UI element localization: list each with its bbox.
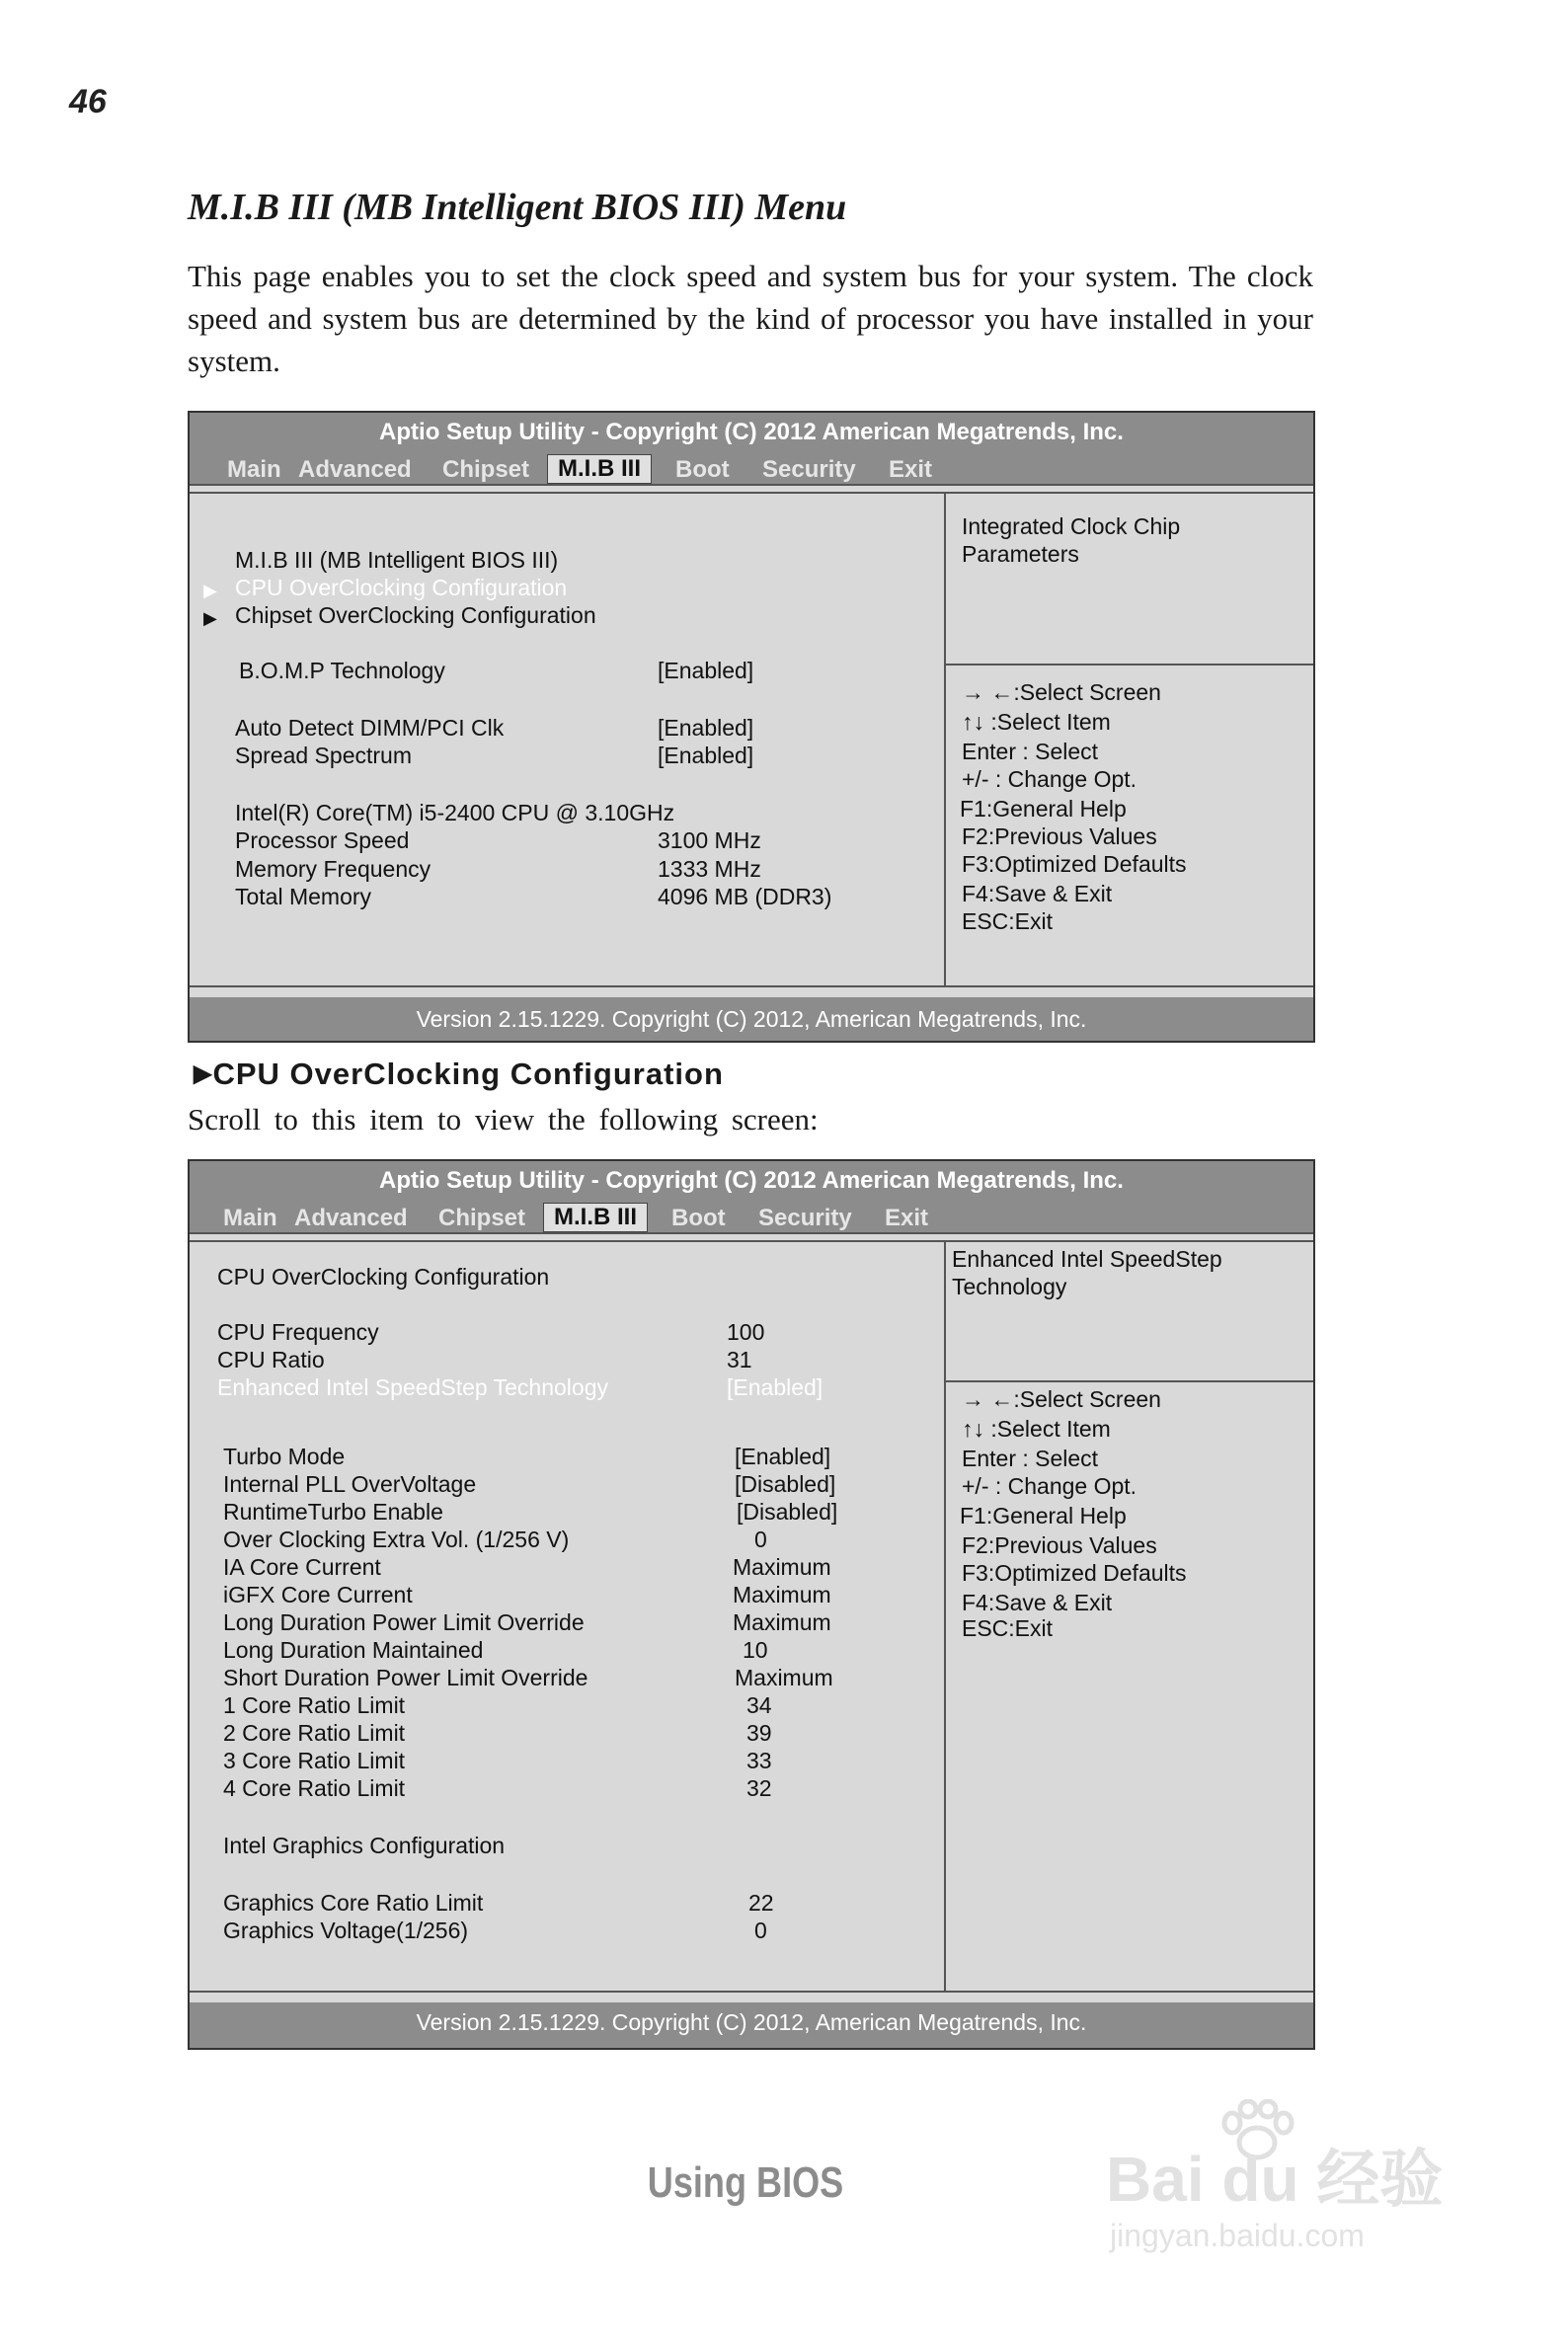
- key-hint: ↑↓ :Select Item: [962, 709, 1111, 735]
- key-hint: ↑↓ :Select Item: [962, 1416, 1111, 1442]
- submenu-arrow-icon: ▶: [203, 581, 217, 600]
- key-hint: → ←:Select Screen: [962, 1386, 1161, 1412]
- header-divider-2: [190, 492, 1313, 494]
- setting-value: 31: [727, 1347, 752, 1372]
- header-divider-2: [190, 1240, 1313, 1242]
- setting-label: Auto Detect DIMM/PCI Clk: [235, 715, 505, 741]
- info-label: Processor Speed: [235, 827, 410, 853]
- setting-label: RuntimeTurbo Enable: [223, 1499, 443, 1525]
- help-text: Integrated Clock Chip: [962, 513, 1181, 539]
- setting-label: Short Duration Power Limit Override: [223, 1665, 588, 1690]
- setting-label: Graphics Core Ratio Limit: [223, 1890, 484, 1916]
- bios-screen-cpu-overclocking: [188, 1159, 1315, 2050]
- key-hint: F1:General Help: [960, 1503, 1127, 1528]
- info-value: 1333 MHz: [658, 856, 761, 882]
- setting-value[interactable]: Maximum: [733, 1609, 831, 1635]
- setting-value[interactable]: [Enabled]: [658, 715, 754, 741]
- setting-value[interactable]: [Enabled]: [658, 743, 754, 768]
- key-hint: → ←:Select Screen: [962, 679, 1161, 705]
- help-text: Parameters: [962, 541, 1079, 567]
- tab-exit[interactable]: Exit: [885, 1205, 929, 1231]
- info-label: Total Memory: [235, 884, 372, 909]
- key-hint: F3:Optimized Defaults: [962, 851, 1187, 877]
- header-divider: [190, 1232, 1313, 1234]
- setting-label-selected[interactable]: Enhanced Intel SpeedStep Technology: [217, 1374, 608, 1400]
- setting-value[interactable]: 33: [746, 1748, 772, 1773]
- setting-value[interactable]: Maximum: [733, 1554, 831, 1580]
- tab-security[interactable]: Security: [758, 1205, 852, 1231]
- setting-label: Over Clocking Extra Vol. (1/256 V): [223, 1527, 570, 1552]
- setting-value[interactable]: 34: [746, 1692, 772, 1718]
- key-hint: +/- : Change Opt.: [962, 1473, 1137, 1499]
- menu-title: CPU OverClocking Configuration: [217, 1264, 550, 1290]
- tab-exit[interactable]: Exit: [889, 456, 933, 483]
- key-hint: F4:Save & Exit: [962, 881, 1113, 906]
- setting-label: 4 Core Ratio Limit: [223, 1775, 406, 1801]
- tab-main[interactable]: Main: [223, 1205, 277, 1231]
- tab-advanced[interactable]: Advanced: [294, 1205, 408, 1231]
- key-hint: F2:Previous Values: [962, 823, 1157, 849]
- watermark-url: jingyan.baidu.com: [1110, 2218, 1365, 2253]
- setting-label: B.O.M.P Technology: [239, 658, 445, 683]
- tab-mib-iii[interactable]: M.I.B III: [543, 1203, 648, 1232]
- setting-value[interactable]: [Enabled]: [735, 1444, 831, 1469]
- footer-divider: [190, 985, 1313, 987]
- setting-value-selected[interactable]: [Enabled]: [727, 1374, 823, 1400]
- setting-value[interactable]: 0: [754, 1918, 767, 1943]
- setting-label: Graphics Voltage(1/256): [223, 1918, 469, 1943]
- key-hint: ESC:Exit: [962, 1615, 1054, 1641]
- bios-footer: Version 2.15.1229. Copyright (C) 2012, American Megatrends, Inc.: [190, 2002, 1313, 2048]
- submenu-arrow-icon: ▶: [203, 608, 217, 628]
- info-value: 3100 MHz: [658, 827, 761, 853]
- tab-chipset[interactable]: Chipset: [442, 456, 530, 483]
- tab-chipset[interactable]: Chipset: [438, 1205, 526, 1231]
- tab-boot[interactable]: Boot: [675, 456, 730, 483]
- setting-label: Long Duration Maintained: [223, 1637, 484, 1663]
- submenu-chipset-overclocking[interactable]: Chipset OverClocking Configuration: [235, 602, 596, 628]
- page-number: 46: [69, 83, 107, 120]
- setting-label: CPU Frequency: [217, 1319, 379, 1345]
- info-value: 4096 MB (DDR3): [658, 884, 832, 909]
- help-text: Technology: [952, 1274, 1067, 1299]
- setting-value[interactable]: [Disabled]: [735, 1471, 836, 1497]
- setting-label: 1 Core Ratio Limit: [223, 1692, 406, 1718]
- setting-label: Spread Spectrum: [235, 743, 412, 768]
- chapter-footer: Using BIOS: [647, 2158, 844, 2207]
- intro-paragraph: This page enables you to set the clock speed and system bus for your system. The clock speed and system bus are determined by the kind of processor you have installed in your system.: [188, 259, 1313, 378]
- bios-footer: Version 2.15.1229. Copyright (C) 2012, American Megatrends, Inc.: [190, 997, 1313, 1041]
- help-divider: [944, 1380, 1313, 1382]
- key-hint: F4:Save & Exit: [962, 1590, 1113, 1615]
- key-hint: F2:Previous Values: [962, 1532, 1157, 1558]
- setting-value[interactable]: [Disabled]: [737, 1499, 838, 1525]
- bios-title: Aptio Setup Utility - Copyright (C) 2012 American Megatrends, Inc.: [379, 419, 1124, 445]
- key-hint: +/- : Change Opt.: [962, 766, 1137, 792]
- setting-value[interactable]: Maximum: [733, 1582, 831, 1607]
- setting-label: 3 Core Ratio Limit: [223, 1748, 406, 1773]
- triangle-icon: ▶: [194, 1060, 213, 1087]
- tab-boot[interactable]: Boot: [671, 1205, 726, 1231]
- setting-value[interactable]: 10: [743, 1637, 768, 1663]
- header-divider: [190, 484, 1313, 486]
- graphics-config-title[interactable]: Intel Graphics Configuration: [223, 1833, 506, 1858]
- setting-value[interactable]: 32: [746, 1775, 772, 1801]
- help-divider: [944, 664, 1313, 666]
- help-text: Enhanced Intel SpeedStep: [952, 1246, 1222, 1272]
- setting-label: Internal PLL OverVoltage: [223, 1471, 477, 1497]
- tab-main[interactable]: Main: [227, 456, 281, 483]
- section-heading: ▶CPU OverClocking Configuration: [194, 1057, 724, 1091]
- tab-advanced[interactable]: Advanced: [298, 456, 412, 483]
- key-hint: Enter : Select: [962, 739, 1099, 764]
- footer-divider: [190, 1991, 1313, 1993]
- setting-value[interactable]: 39: [746, 1720, 772, 1746]
- bios-title: Aptio Setup Utility - Copyright (C) 2012 American Megatrends, Inc.: [379, 1167, 1124, 1194]
- setting-label: CPU Ratio: [217, 1347, 325, 1372]
- setting-label: Turbo Mode: [223, 1444, 346, 1469]
- setting-value: 100: [727, 1319, 765, 1345]
- setting-label: iGFX Core Current: [223, 1582, 413, 1607]
- submenu-cpu-overclocking[interactable]: CPU OverClocking Configuration: [235, 575, 568, 600]
- bios-screen-mib: [188, 411, 1315, 1043]
- panel-divider: [944, 492, 946, 985]
- key-hint: F3:Optimized Defaults: [962, 1560, 1187, 1586]
- setting-value[interactable]: [Enabled]: [658, 658, 754, 683]
- setting-label: Long Duration Power Limit Override: [223, 1609, 585, 1635]
- section-text: Scroll to this item to view the following screen:: [188, 1102, 819, 1136]
- page-title: M.I.B III (MB Intelligent BIOS III) Menu: [188, 187, 847, 228]
- setting-value[interactable]: 22: [748, 1890, 774, 1916]
- tab-security[interactable]: Security: [762, 456, 856, 483]
- watermark-brand: Bai du 经验: [1106, 2144, 1444, 2215]
- setting-value[interactable]: 0: [754, 1527, 767, 1552]
- key-hint: Enter : Select: [962, 1446, 1099, 1471]
- info-label: Memory Frequency: [235, 856, 431, 882]
- key-hint: ESC:Exit: [962, 908, 1054, 934]
- setting-label: IA Core Current: [223, 1554, 381, 1580]
- tab-mib-iii[interactable]: M.I.B III: [547, 454, 652, 484]
- cpu-name: Intel(R) Core(TM) i5-2400 CPU @ 3.10GHz: [235, 800, 675, 825]
- setting-value[interactable]: Maximum: [735, 1665, 833, 1690]
- menu-title: M.I.B III (MB Intelligent BIOS III): [235, 547, 559, 573]
- bios-header: [190, 413, 1313, 484]
- panel-divider: [944, 1240, 946, 1991]
- setting-label: 2 Core Ratio Limit: [223, 1720, 406, 1746]
- key-hint: F1:General Help: [960, 796, 1127, 822]
- bios-header: [190, 1161, 1313, 1232]
